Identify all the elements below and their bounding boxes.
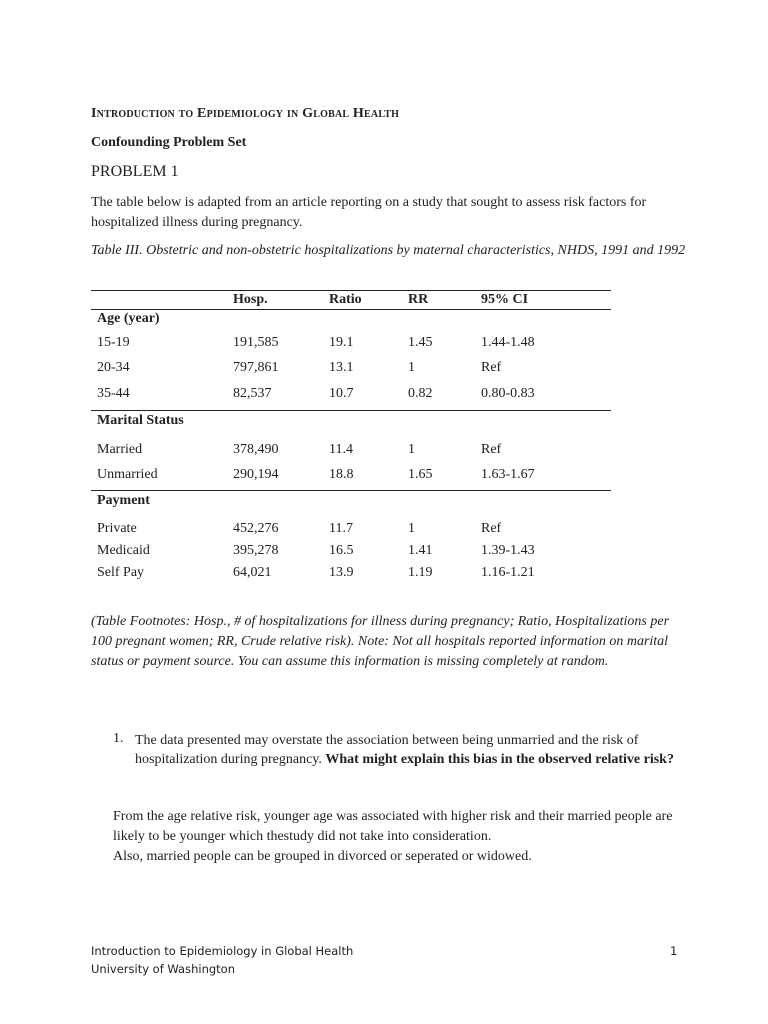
table-footnote: (Table Footnotes: Hosp., # of hospitalizations for illness during pregnancy; Ratio, Hospitalizations per 100 pregnant women; RR, Crude relative risk). Note: Not all hospitals reported information on marital status or payment source. You can assume this information is missing completely at random. [91,614,670,669]
section-title-age: Age (year) [97,311,160,326]
table-cell: Unmarried [97,467,158,482]
table-cell: 1 [408,521,415,536]
problem-set-title: Confounding Problem Set [91,135,247,150]
table-cell: 191,585 [233,335,279,350]
table-cell: 1.44-1.48 [481,335,535,350]
table-cell: 797,861 [233,360,279,375]
table-cell: 64,021 [233,565,272,580]
table-cell: 1.65 [408,467,433,482]
column-header-hosp: Hosp. [233,292,268,307]
question-number: 1. [113,731,124,746]
section-title-payment: Payment [97,493,150,508]
table-cell: 290,194 [233,467,279,482]
question-emphasis: What might explain this bias in the observed relative risk? [325,752,674,767]
table-cell: 1.19 [408,565,433,580]
table-cell: Ref [481,521,502,536]
answer-line-1: From the age relative risk, younger age was associated with higher risk and their married people are likely to be younger which thestudy did not take into consideration. [113,809,673,844]
table-cell: 82,537 [233,386,272,401]
section-rule [91,490,611,491]
answer-text [113,807,693,867]
table-cell: 11.4 [329,442,353,457]
column-header-rr: RR [408,292,429,307]
table-cell: Ref [481,442,502,457]
table-cell: 0.82 [408,386,433,401]
table-cell: 20-34 [97,360,130,375]
table-cell: 18.8 [329,467,354,482]
table-cell: Married [97,442,143,457]
table-cell: 1.41 [408,543,433,558]
table-cell: 13.1 [329,360,354,375]
problem-heading: PROBLEM 1 [91,163,179,180]
table-cell: 1 [408,360,415,375]
table-cell: 1.63-1.67 [481,467,535,482]
course-title: Introduction to Epidemiology in Global Health [91,106,400,121]
question-body: The data presented may overstate the association between being unmarried and the risk of hospitalization during pregnancy. [135,733,639,767]
table-cell: Private [97,521,137,536]
table-cell: 1 [408,442,415,457]
question-text [135,731,690,769]
table-header-rule [91,309,611,310]
page-number: 1 [670,944,678,958]
table-caption: Table III. Obstetric and non-obstetric hospitalizations by maternal characteristics, NHDS, 1991 and 1992 [91,243,686,258]
column-header-ratio: Ratio [329,292,362,307]
table-cell: 1.16-1.21 [481,565,535,580]
table-cell: 1.39-1.43 [481,543,535,558]
table-cell: 1.45 [408,335,433,350]
table-cell: 19.1 [329,335,354,350]
footer-course: Introduction to Epidemiology in Global Health [91,944,354,958]
table-cell: 35-44 [97,386,130,401]
table-cell: 16.5 [329,543,354,558]
table-cell: 11.7 [329,521,353,536]
section-title-marital: Marital Status [97,413,184,428]
section-rule [91,410,611,411]
intro-paragraph: The table below is adapted from an article reporting on a study that sought to assess risk factors for hospitalized illness during pregnancy. [91,195,647,230]
table-cell: Medicaid [97,543,150,558]
table-cell: 378,490 [233,442,279,457]
table-cell: 0.80-0.83 [481,386,535,401]
answer-line-2: Also, married people can be grouped in divorced or seperated or widowed. [113,849,532,864]
table-cell: 395,278 [233,543,279,558]
table-cell: Self Pay [97,565,145,580]
table-cell: 10.7 [329,386,354,401]
table-cell: Ref [481,360,502,375]
table-cell: 15-19 [97,335,130,350]
table-cell: 13.9 [329,565,354,580]
table-cell: 452,276 [233,521,279,536]
column-header-ci: 95% CI [481,292,529,307]
footer-university: University of Washington [91,962,235,976]
